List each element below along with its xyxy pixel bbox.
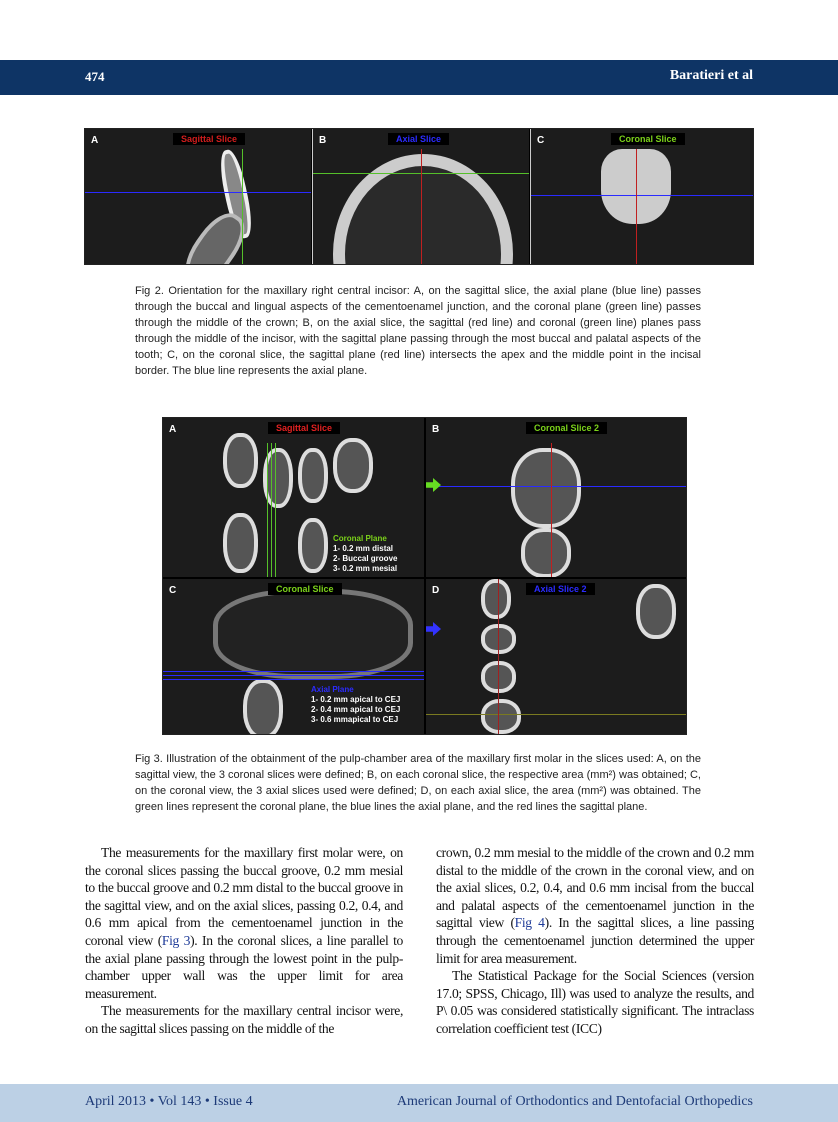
figure-2 — [84, 128, 754, 265]
axial-plane-legend — [311, 685, 400, 725]
legend-item: 3- 0.2 mm mesial — [333, 564, 398, 573]
body-column-right — [436, 844, 754, 1038]
legend-title: Coronal Plane — [333, 534, 387, 543]
fig4-link[interactable]: Fig 4 — [514, 915, 545, 931]
paragraph: The Statistical Package for the Social Sciences (version 17.0; SPSS, Chicago, Ill) was used to analyze the results, and P\ 0.05 was considered statistically significant. The intraclass correlation coefficient test (ICC) — [436, 968, 754, 1036]
panel-title: Axial Slice — [388, 133, 449, 145]
fig3-panel-c — [163, 579, 424, 735]
text: The measurements for the maxillary first molar were, on the coronal slices passing the buccal groove, 0.2 mm mesial to the buccal groove and 0.2 mm distal to the buccal groove in the sagittal view, and on the axial slices, passing 0.2, 0.4, and 0.6 mm apical from the cementoenamel junction in the coronal view ( — [85, 845, 403, 948]
fig3-panel-b — [426, 418, 687, 577]
running-footer — [0, 1084, 838, 1122]
text: ). In the coronal slices, a line parallel to the axial plane passing through the lowest point in the pulp-chamber upper wall was the upper limit for area measurement. — [85, 932, 403, 1001]
panel-letter: B — [319, 135, 327, 146]
fig3-panel-a — [163, 418, 424, 577]
fig3-link[interactable]: Fig 3 — [161, 932, 191, 948]
page-number: 474 — [85, 69, 105, 84]
body-column-left — [85, 844, 403, 1038]
panel-title: Sagittal Slice — [268, 422, 340, 434]
panel-title: Coronal Slice 2 — [526, 422, 607, 434]
paragraph — [85, 844, 403, 1002]
figure-3-caption: Fig 3. Illustration of the obtainment of the pulp-chamber area of the maxillary first molar in the slices used: A, on the sagittal view, the 3 coronal slices were defined; B, on each coronal slice, the respective area (mm²) was obtained; C, on the coronal view, the 3 axial slices used were defined; D, on each axial slice, the area (mm²) was obtained. The green lines represent the coronal plane, the blue lines the axial plane, and the red lines the sagittal plane. — [135, 753, 701, 813]
legend-item: 2- 0.4 mm apical to CEJ — [311, 705, 401, 714]
panel-letter: C — [169, 585, 177, 596]
fig3-panel-d — [426, 579, 687, 735]
panel-letter: D — [432, 585, 440, 596]
figure-3 — [162, 417, 687, 735]
running-authors: Baratieri et al — [669, 68, 753, 83]
panel-letter: A — [169, 424, 177, 435]
panel-letter: C — [537, 135, 545, 146]
text: ). In the sagittal slices, a line passing through the cementoenamel junction determined the upper limit for area measurement. — [436, 915, 754, 966]
panel-letter: B — [432, 424, 440, 435]
paragraph — [436, 844, 754, 967]
panel-title: Coronal Slice — [268, 583, 342, 595]
text: crown, 0.2 mm mesial to the middle of the crown and 0.2 mm distal to the middle of the crown in the coronal view, and on the axial slices, 0.2, 0.4, and 0.6 mm incisal from the buccal and palatal aspects of the cementoenamel junction in the sagittal view ( — [436, 845, 754, 931]
legend-item: 1- 0.2 mm apical to CEJ — [311, 695, 401, 704]
panel-letter: A — [91, 135, 99, 146]
issue-info: April 2013 • Vol 143 • Issue 4 — [85, 1094, 253, 1109]
coronal-plane-legend — [333, 534, 397, 574]
panel-title: Sagittal Slice — [173, 133, 245, 145]
legend-title: Axial Plane — [311, 685, 354, 694]
panel-title: Axial Slice 2 — [526, 583, 595, 595]
fig2-panel-a — [85, 129, 311, 265]
fig2-panel-c — [530, 129, 754, 265]
fig2-panel-b — [312, 129, 529, 265]
paragraph: The measurements for the maxillary central incisor were, on the sagittal slices passing on the middle of the — [85, 1003, 403, 1036]
legend-item: 1- 0.2 mm distal — [333, 544, 394, 553]
running-header — [0, 60, 838, 95]
legend-item: 3- 0.6 mmapical to CEJ — [311, 715, 399, 724]
panel-title: Coronal Slice — [611, 133, 685, 145]
journal-name: American Journal of Orthodontics and Dentofacial Orthopedics — [396, 1094, 753, 1109]
figure-2-caption: Fig 2. Orientation for the maxillary right central incisor: A, on the sagittal slice, the axial plane (blue line) passes through the buccal and lingual aspects of the cementoenamel junction, and the coronal plane (green line) passes through the middle of the crown; B, on the axial slice, the sagittal (red line) and coronal (green line) planes pass through the middle of the incisor, with the sagittal plane passing through the most buccal and palatal aspects of the tooth; C, on the coronal slice, the sagittal plane (red line) intersects the apex and the middle point in the incisal border. The blue line represents the axial plane. — [135, 285, 701, 377]
legend-item: 2- Buccal groove — [333, 554, 398, 563]
